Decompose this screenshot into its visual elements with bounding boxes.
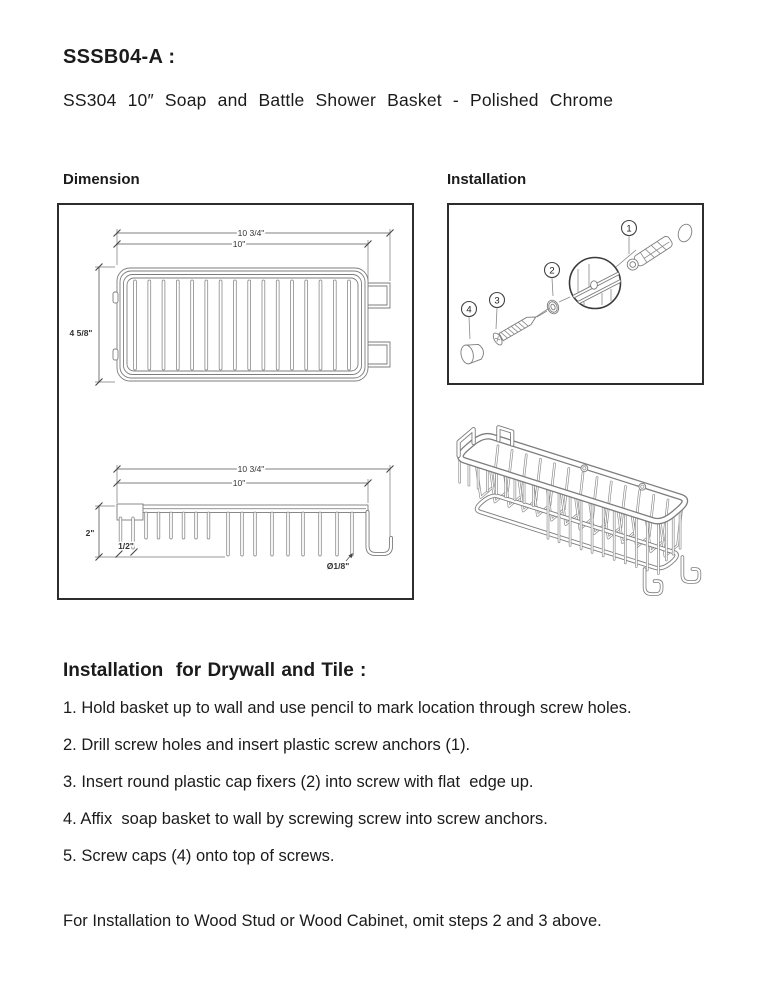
magnifier-detail (567, 258, 630, 319)
top-view-drawing (70, 228, 394, 386)
dim-label-overall-width-side: 10 3/4" (237, 464, 265, 474)
side-view-drawing (86, 464, 394, 571)
instructions-block (63, 660, 723, 867)
dimension-section-label: Dimension (63, 171, 140, 188)
installation-diagram-box (447, 203, 704, 385)
dim-label-height: 2" (85, 528, 95, 538)
dimension-drawing (59, 205, 412, 598)
installation-exploded-diagram (449, 205, 702, 383)
product-description: SS304 10″ Soap and Battle Shower Basket - Polished Chrome (63, 90, 614, 110)
cap-fixer-part (545, 298, 560, 315)
dim-label-depth: 4 5/8" (69, 328, 93, 338)
part-number-cap-fixer: 2 (549, 265, 555, 277)
cap-part (459, 342, 485, 365)
part-number-cap: 4 (466, 304, 472, 316)
wall-bracket-bottom (368, 342, 390, 367)
wall-hole (676, 222, 694, 243)
screw-part (491, 303, 553, 346)
side-view-prongs (119, 512, 353, 556)
instructions-heading: Installation for Drywall and Tile : (63, 660, 367, 681)
instruction-step-3: 3. Insert round plastic cap fixers (2) into screw with flat edge up. (63, 773, 534, 791)
wood-stud-note: For Installation to Wood Stud or Wood Cabinet, omit steps 2 and 3 above. (63, 912, 602, 930)
basket-3d-illustration (425, 398, 725, 610)
part-number-anchor: 1 (626, 223, 632, 235)
dim-label-overall-width-top: 10 3/4" (237, 228, 265, 238)
installation-section-label: Installation (447, 171, 527, 188)
side-view-hook (368, 512, 392, 554)
instruction-step-4: 4. Affix soap basket to wall by screwing screw into screw anchors. (63, 810, 548, 828)
top-view-wires (134, 280, 351, 370)
dim-label-basket-width-side: 10" (232, 478, 246, 488)
dim-label-basket-width-top: 10" (232, 239, 246, 249)
dimension-drawing-box (57, 203, 414, 600)
page-title: SSSB04-A : (63, 46, 176, 68)
instruction-step-1: 1. Hold basket up to wall and use pencil to mark location through screw holes. (63, 699, 632, 717)
dim-label-bracket-offset: 1/2" (118, 541, 134, 551)
instruction-step-5: 5. Screw caps (4) onto top of screws. (63, 847, 335, 865)
instruction-step-2: 2. Drill screw holes and insert plastic screw anchors (1). (63, 736, 471, 754)
wall-bracket-top (368, 283, 390, 308)
part-number-screw: 3 (494, 295, 500, 307)
dim-label-wire-diameter: Ø1/8" (326, 561, 350, 571)
